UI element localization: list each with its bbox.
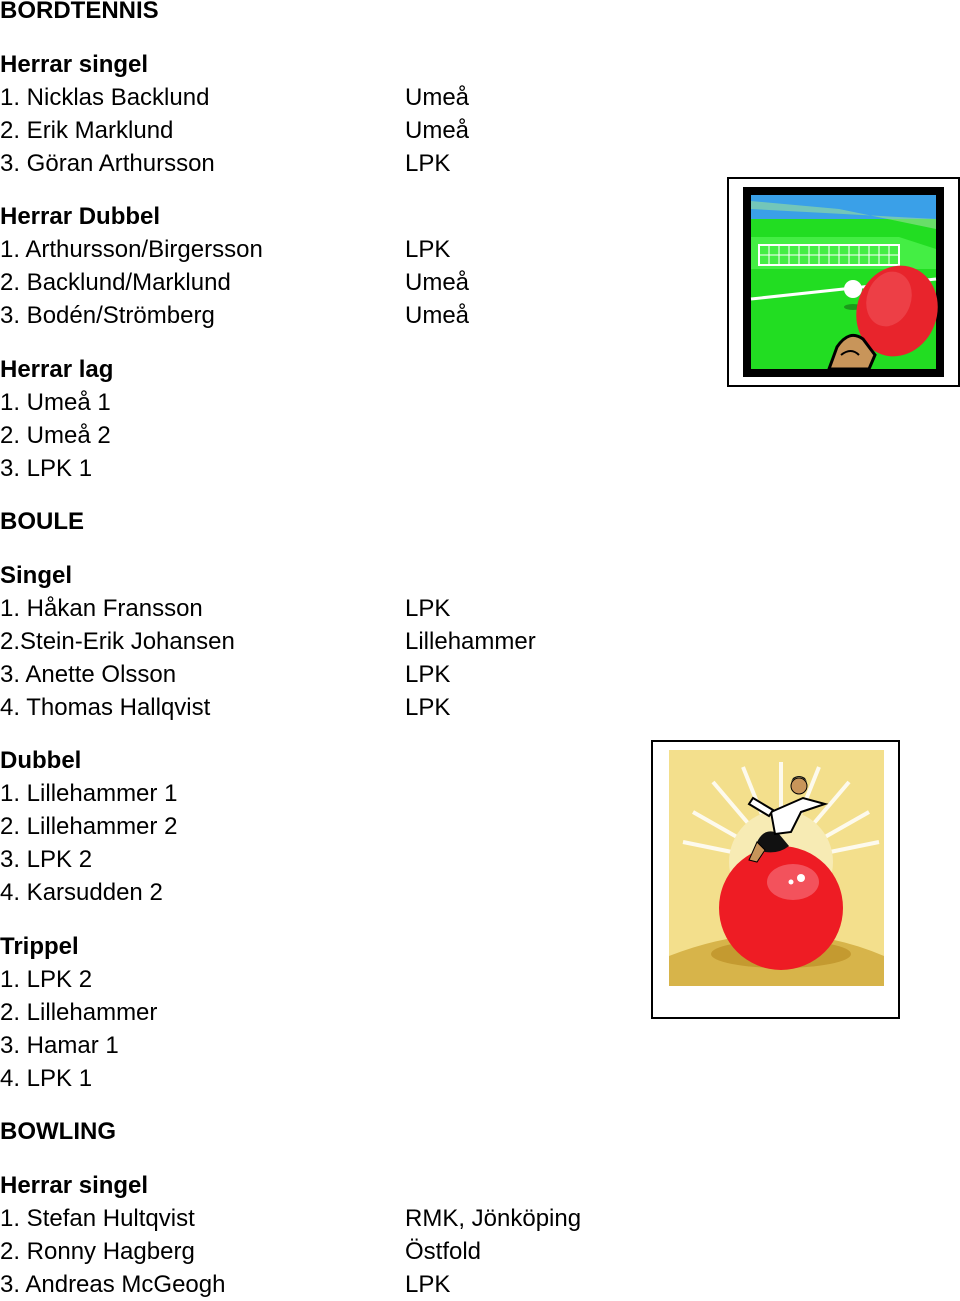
table-tennis-image bbox=[727, 177, 960, 387]
table-tennis-clipart bbox=[729, 179, 958, 385]
boule-image bbox=[651, 740, 900, 1019]
boule-ball-clipart bbox=[653, 742, 898, 1017]
